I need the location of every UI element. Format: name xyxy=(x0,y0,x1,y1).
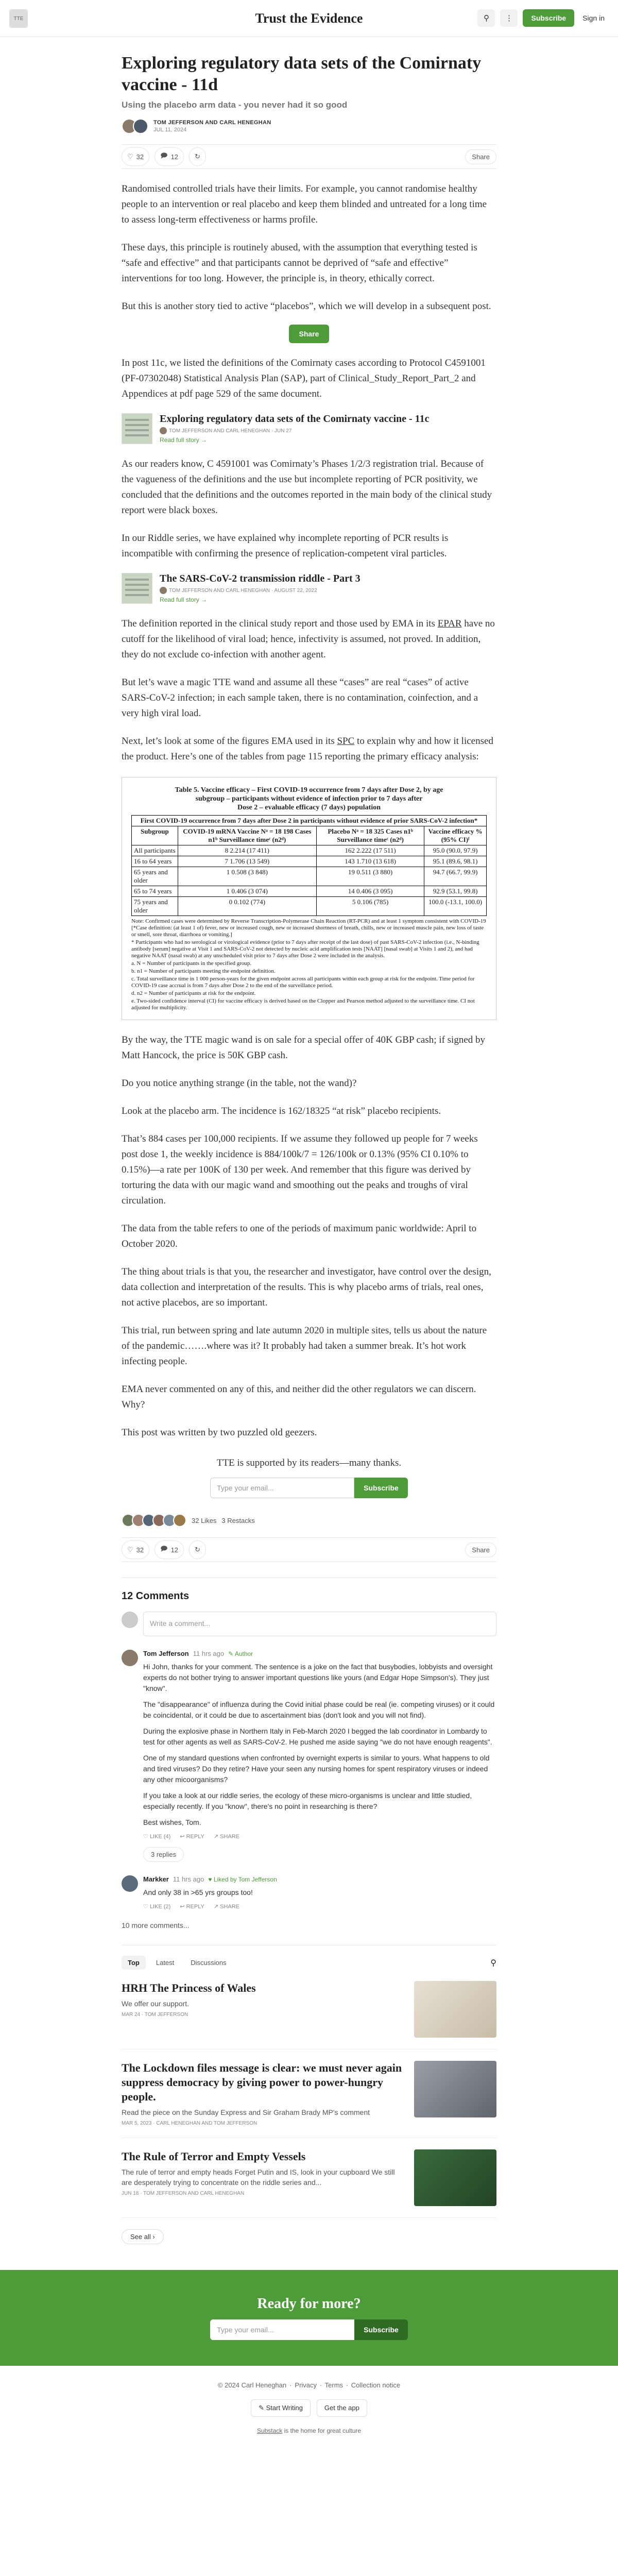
avatar xyxy=(160,587,167,594)
efficacy-table-image[interactable] xyxy=(122,777,496,1020)
table-cell: 1 0.406 (3 074) xyxy=(178,886,316,897)
text-segment: have no cutoff for the likelihood of viral load; hence, infectivity is assumed, not proved. In addition, they do not exclude co-infection with another agent. xyxy=(122,618,495,660)
body-paragraph: But this is another story tied to active “placebos”, which we will develop in a subsequent post. xyxy=(122,301,491,312)
embed-title[interactable]: The SARS-CoV-2 transmission riddle - Part 3 xyxy=(160,573,360,584)
email-input[interactable]: Type your email... xyxy=(210,2319,354,2340)
column-header-efficacy: Vaccine efficacy % (95% CI)ᶠ xyxy=(424,826,487,845)
caption-line: subgroup – participants without evidence of infection prior to 7 days after xyxy=(195,795,423,803)
column-header-placebo: Placebo Nᵃ = 18 325 Cases n1ᵇ Surveillance timeᶜ (n2ᵈ) xyxy=(316,826,424,845)
subscribe-widget xyxy=(122,1456,496,1498)
body-paragraph xyxy=(122,616,496,663)
archive-item-thumbnail[interactable] xyxy=(414,2149,496,2206)
comment-reply-button[interactable] xyxy=(180,1903,204,1910)
table-row xyxy=(132,856,487,867)
heart-icon: ♡ xyxy=(143,1834,148,1840)
table-caption xyxy=(131,786,487,812)
separator: · xyxy=(289,2381,292,2389)
table-cell: 65 years and older xyxy=(132,867,178,886)
liker-avatars[interactable] xyxy=(122,1514,186,1527)
table-row xyxy=(132,867,487,886)
table-cell: 100.0 (-13.1, 100.0) xyxy=(424,897,487,916)
comment-icon: 🗩 xyxy=(160,151,168,159)
comment-like-button[interactable] xyxy=(143,1903,170,1910)
embed-thumbnail xyxy=(122,573,152,604)
page-footer xyxy=(0,2366,618,2455)
spc-link[interactable]: SPC xyxy=(337,736,355,747)
top-navigation-bar xyxy=(0,0,618,37)
embed-meta xyxy=(160,587,360,594)
post-subtitle: Using the placebo arm data - you never had it so good xyxy=(122,100,348,110)
ready-heading: Ready for more? xyxy=(257,2296,361,2312)
embed-meta-text: TOM JEFFERSON AND CARL HENEGHAN · JUN 27 xyxy=(169,428,292,434)
comment-share-button[interactable] xyxy=(214,1833,239,1840)
arrow-right-icon: → xyxy=(201,436,208,444)
archive-section xyxy=(122,1945,496,2244)
efficacy-table xyxy=(131,815,487,916)
table-note: b. n1 = Number of participants meeting the endpoint definition. xyxy=(131,968,276,974)
comment-like-text: LIKE (2) xyxy=(149,1904,171,1910)
heart-icon: ♡ xyxy=(127,1546,133,1553)
comment-paragraph: During the explosive phase in Northern Italy in Feb-March 2020 I begged the lab coordinator in Lombardy to test for other agents as well as SARS-CoV-2. He pushed me aside saying "we do not have enough reagents". xyxy=(143,1727,492,1746)
table-note: a. N = Number of participants in the specified group. xyxy=(131,960,252,967)
replies-toggle[interactable]: 3 replies xyxy=(143,1847,184,1862)
body-paragraph: These days, this principle is routinely abused, with the assumption that everything tested is “safe and effective” and that participants cannot be deprived of “safe and effective” interventions for too long. However, the principle is, in theory, ethically correct. xyxy=(122,242,477,284)
comment-paragraph: Best wishes, Tom. xyxy=(143,1818,201,1826)
body-paragraph: In post 11c, we listed the definitions of the Comirnaty cases according to Protocol C4591001 (PF-07302048) Statistical Analysis Plan (SAP), part of Clinical_Study_Report_Part_2 and Appendices at pdf page 529 of the same document. xyxy=(122,358,486,399)
start-writing-text: Start Writing xyxy=(266,2404,303,2412)
comments-heading: 12 Comments xyxy=(122,1578,496,1602)
table-note: Note: Confirmed cases were determined by Reverse Transcription-Polymerase Chain Reaction (RT-PCR) and at least 1 symptom consistent with COVID-19 [*Case definition: (at least 1 of) fever, new or increased cough, new or increased shortness of breath, chills, new or increased muscle pain, new loss of taste or smell, sore throat, diarrhoea or vomiting.] xyxy=(131,918,486,938)
search-icon[interactable]: ⚲ xyxy=(477,9,495,27)
heart-icon: ♡ xyxy=(127,152,133,160)
substack-link[interactable]: Substack xyxy=(256,2427,283,2434)
comment-time[interactable]: 11 hrs ago xyxy=(193,1650,225,1657)
logo-text: TTE xyxy=(13,15,24,22)
body-paragraph: This post was written by two puzzled old geezers. xyxy=(122,1427,317,1438)
post-content xyxy=(122,53,496,2244)
table-cell: 19 0.511 (3 880) xyxy=(316,867,424,886)
get-app-button[interactable]: Get the app xyxy=(317,2399,367,2417)
terms-link[interactable]: Terms xyxy=(324,2381,344,2389)
table-row xyxy=(132,845,487,856)
body-paragraph: EMA never commented on any of this, and neither did the other regulators we can discern. Why? xyxy=(122,1384,476,1410)
archive-item-thumbnail[interactable] xyxy=(414,2061,496,2117)
table-cell: 1 0.508 (3 848) xyxy=(178,867,316,886)
archive-item-title[interactable]: The Rule of Terror and Empty Vessels xyxy=(122,2150,306,2163)
site-title[interactable]: Trust the Evidence xyxy=(255,10,363,26)
archive-item[interactable] xyxy=(122,1970,496,2049)
comment-text xyxy=(143,1887,496,1898)
caption-line: Table 5. Vaccine efficacy – First COVID-19 occurrence from 7 days after Dose 2, by age xyxy=(175,786,443,794)
table-note: d. n2 = Number of participants at risk for the endpoint. xyxy=(131,990,256,996)
comment-share-text: SHARE xyxy=(220,1834,240,1840)
restacks-count-text[interactable]: 3 Restacks xyxy=(221,1516,255,1524)
like-count: 32 xyxy=(136,152,144,161)
comment-count: 12 xyxy=(170,1546,179,1554)
archive-item-meta: MAR 5, 2023 · CARL HENEGHAN AND TOM JEFFERSON xyxy=(122,2121,258,2126)
body-paragraph: The data from the table refers to one of the periods of maximum panic worldwide: April to October 2020. xyxy=(122,1223,477,1249)
heart-icon: ♡ xyxy=(143,1904,148,1910)
reply-icon: ↩ xyxy=(180,1834,185,1840)
avatar[interactable] xyxy=(173,1514,186,1527)
signin-link[interactable]: Sign in xyxy=(582,14,605,22)
body-paragraph: This trial, run between spring and late autumn 2020 in multiple sites, tells us about the nature of the pandemic…….where was it? It probably had taken a summer break. It’s hot work infecting people. xyxy=(122,1325,487,1367)
table-cell: 75 years and older xyxy=(132,897,178,916)
see-all-text: See all xyxy=(130,2233,151,2241)
comments-section xyxy=(122,1578,496,1929)
archive-item[interactable] xyxy=(122,2138,496,2218)
copyright-text: © 2024 Carl Heneghan xyxy=(217,2381,287,2389)
collection-notice-link[interactable]: Collection notice xyxy=(351,2381,401,2389)
like-button[interactable] xyxy=(122,1540,149,1559)
badge-text: Author xyxy=(234,1650,253,1657)
body-paragraph: As our readers know, C 4591001 was Comirnaty’s Phases 1/2/3 registration trial. Because of the vagueness of the definitions and the use but incomplete reporting of PCR positivity, we concluded that the definitions and the outcomes reported in the main body of the clinical study report were black boxes. xyxy=(122,459,492,516)
embed-title[interactable]: Exploring regulatory data sets of the Comirnaty vaccine - 11c xyxy=(160,413,430,425)
likes-summary xyxy=(122,1514,496,1527)
avatar xyxy=(160,427,167,434)
archive-item-thumbnail[interactable] xyxy=(414,1981,496,2038)
like-button[interactable] xyxy=(122,147,149,166)
body-paragraph: Look at the placebo arm. The incidence is 162/18325 “at risk” placebo recipients. xyxy=(122,1106,441,1116)
avatar[interactable] xyxy=(122,1650,138,1666)
embed-meta-text: TOM JEFFERSON AND CARL HENEGHAN · AUGUST 22, 2022 xyxy=(169,587,317,594)
topbar-actions xyxy=(477,9,608,27)
archive-item-subtitle: The rule of terror and empty heads Forget Putin and IS, look in your cupboard We still are desperately trying to concentrate on the riddle series and... xyxy=(122,2168,395,2187)
ready-for-more-banner xyxy=(0,2270,618,2366)
body-paragraph: In our Riddle series, we have explained why incomplete reporting of PCR results is incompatible with confirming the presence of replication-competent viral particles. xyxy=(122,533,449,559)
text-segment: The definition reported in the clinical study report and those used by EMA in its xyxy=(122,618,438,629)
archive-item-subtitle: We offer our support. xyxy=(122,1999,189,2008)
comment-paragraph: Hi John, thanks for your comment. The sentence is a joke on the fact that busybodies, lobbyists and oversight experts do not bother trying to answer important questions like yours (and Edgar Hope Simpson's). They just "know". xyxy=(143,1663,493,1692)
comment-like-text: LIKE (4) xyxy=(149,1834,171,1840)
comment-button[interactable] xyxy=(154,1540,184,1559)
table-cell: 5 0.106 (785) xyxy=(316,897,424,916)
comment-author[interactable]: Tom Jefferson xyxy=(143,1650,189,1657)
email-subscribe-button[interactable]: Subscribe xyxy=(354,2319,408,2340)
restack-button[interactable] xyxy=(189,147,206,166)
comment-input[interactable]: Write a comment... xyxy=(143,1612,496,1636)
body-paragraph: Do you notice anything strange (in the table, not the wand)? xyxy=(122,1078,357,1089)
table-cell: 92.9 (53.1, 99.8) xyxy=(424,886,487,897)
restack-icon: ↻ xyxy=(195,1546,200,1553)
subscribe-button[interactable]: Subscribe xyxy=(523,9,574,27)
comment-paragraph: And only 38 in >65 yrs groups too! xyxy=(143,1888,253,1896)
comment-share-button[interactable] xyxy=(214,1903,239,1910)
search-icon[interactable]: ⚲ xyxy=(490,1958,496,1968)
comment xyxy=(122,1650,496,1862)
share-post-button[interactable]: Share xyxy=(289,325,330,343)
comment-button[interactable] xyxy=(154,147,184,166)
comment-count: 12 xyxy=(170,152,179,161)
email-input[interactable]: Type your email... xyxy=(210,1478,354,1498)
comment-reply-button[interactable] xyxy=(180,1833,204,1840)
embedded-post[interactable] xyxy=(122,413,496,444)
post-date: JUL 11, 2024 xyxy=(153,127,187,133)
comment-text xyxy=(143,1662,496,1828)
comment-time[interactable]: 11 hrs ago xyxy=(173,1875,204,1883)
chevron-right-icon: › xyxy=(152,2233,155,2241)
archive-tabs xyxy=(122,1945,496,1970)
avatar xyxy=(122,1612,138,1628)
archive-item-title[interactable]: The Lockdown files message is clear: we must never again suppress democracy by giving power to power-hungry people. xyxy=(122,2061,402,2103)
table-cell: 0 0.102 (774) xyxy=(178,897,316,916)
share-button[interactable]: Share xyxy=(465,1543,496,1557)
restack-button[interactable] xyxy=(189,1540,206,1559)
avatar[interactable] xyxy=(122,1875,138,1892)
epar-link[interactable]: EPAR xyxy=(437,618,462,629)
badge-text: Liked by Tom Jefferson xyxy=(213,1875,277,1883)
comment-author[interactable]: Markker xyxy=(143,1875,169,1883)
archive-item-title[interactable]: HRH The Princess of Wales xyxy=(122,1981,256,1994)
archive-item-subtitle: Read the piece on the Sunday Express and Sir Graham Brady MP's comment xyxy=(122,2108,370,2116)
footer-note-text: is the home for great culture xyxy=(282,2427,362,2434)
support-text: TTE is supported by its readers—many thanks. xyxy=(216,1458,402,1468)
like-count: 32 xyxy=(136,1546,144,1554)
embedded-post[interactable] xyxy=(122,573,496,604)
body-paragraph: Randomised controlled trials have their limits. For example, you cannot randomise healthy people to an intervention or real placebo and keep them blinded and untreated for a long time to assess long-term effectiveness or harms profile. xyxy=(122,183,487,225)
text-segment: to explain why and how it licensed the product. Here’s one of the tables from page 115 reporting the primary efficacy analysis: xyxy=(122,736,493,762)
comment-like-button[interactable] xyxy=(143,1833,170,1840)
embed-meta xyxy=(160,427,429,434)
table-note: c. Total surveillance time in 1 000 person-years for the given endpoint across all participants within each group at risk for the endpoint. Time period for COVID-19 case accrual is from 7 days after Dose 2 to the end of the surveillance period. xyxy=(131,976,475,989)
table-cell: 95.1 (89.6, 98.1) xyxy=(424,856,487,867)
post-action-bar xyxy=(122,144,496,169)
archive-item-meta: JUN 18 · TOM JEFFERSON AND CARL HENEGHAN xyxy=(122,2191,245,2196)
restack-icon: ↻ xyxy=(195,152,200,160)
pen-icon: ✎ xyxy=(228,1650,234,1657)
start-writing-button[interactable] xyxy=(251,2399,311,2417)
tab-top[interactable]: Top xyxy=(122,1956,146,1970)
email-subscribe-button[interactable]: Subscribe xyxy=(354,1478,408,1498)
table-cell: 95.0 (90.0, 97.9) xyxy=(424,845,487,856)
read-full-story-link[interactable] xyxy=(160,596,360,603)
caption-line: Dose 2 – evaluable efficacy (7 days) population xyxy=(237,804,381,811)
archive-item[interactable] xyxy=(122,2049,496,2138)
likes-count-text[interactable]: 32 Likes xyxy=(192,1516,217,1524)
comment-paragraph: The "disappearance" of influenza during the Covid initial phase could be real (ie. competing viruses) or it could be coincidental, or it could be due to ascertainment bias (don't look and you will not find). xyxy=(143,1700,495,1719)
comment-paragraph: One of my standard questions when confronted by overnight experts is similar to yours. What happens to old and tired viruses? Do they retire? Have your seen any nursing homes for spent respiratory viruses or indeed any other micoorganisms? xyxy=(143,1754,490,1784)
table-span-header: First COVID-19 occurrence from 7 days after Dose 2 in participants without evidence of prior SARS-CoV-2 infection* xyxy=(132,816,487,826)
body-paragraph: The thing about trials is that you, the researcher and investigator, have control over the design, data collection and interpretation of the results. This is why placebo arms of trials, real ones, not active placebos, are so important. xyxy=(122,1266,491,1308)
share-icon: ↗ xyxy=(213,1904,219,1910)
comment-paragraph: If you take a look at our riddle series, the ecology of these micro-organisms is unclear and little studied, especially recently. If you "know", there's no point in researching is there? xyxy=(143,1791,472,1810)
comment-share-text: SHARE xyxy=(220,1904,240,1910)
table-note: e. Two-sided confidence interval (CI) for vaccine efficacy is derived based on the Clopper and Pearson method adjusted to the surveillance time. CI not adjusted for multiplicity. xyxy=(131,998,475,1011)
column-header-subgroup: Subgroup xyxy=(132,826,178,845)
table-cell: 65 to 74 years xyxy=(132,886,178,897)
arrow-right-icon: → xyxy=(201,596,208,603)
footer-note xyxy=(0,2427,618,2434)
post-title: Exploring regulatory data sets of the Comirnaty vaccine - 11d xyxy=(122,54,482,94)
comment-icon: 🗩 xyxy=(160,1545,168,1552)
embed-thumbnail xyxy=(122,413,152,444)
byline xyxy=(122,118,496,134)
body-paragraph: That’s 884 cases per 100,000 recipients. If we assume they followed up people for 7 weeks post dose 1, the weekly incidence is 884/100k/7 = 126/100k or 0.13% (95% CI 0.10% to 0.15%)—a rate per 100K of 130 per week. And remember that this figure was derived by torturing the data with our magic wand and smoothing out the peaks and troughs of viral circulation. xyxy=(122,1133,478,1206)
text-segment: Next, let’s look at some of the figures EMA used in its xyxy=(122,736,337,747)
share-button[interactable]: Share xyxy=(465,149,496,164)
reply-icon: ↩ xyxy=(180,1904,185,1910)
table-cell: All participants xyxy=(132,845,178,856)
body-paragraph: By the way, the TTE magic wand is on sale for a special offer of 40K GBP cash; if signed by Matt Hancock, the price is 50K GBP cash. xyxy=(122,1035,485,1061)
tab-latest[interactable]: Latest xyxy=(156,1959,175,1967)
table-cell: 8 2.214 (17 411) xyxy=(178,845,316,856)
archive-item-meta: MAR 24 · TOM JEFFERSON xyxy=(122,2012,188,2018)
avatar[interactable] xyxy=(133,118,148,134)
table-cell: 14 0.406 (3 095) xyxy=(316,886,424,897)
byline-authors[interactable]: TOM JEFFERSON AND CARL HENEGHAN xyxy=(153,120,271,126)
share-icon: ↗ xyxy=(213,1834,219,1840)
heart-filled-icon: ♥ xyxy=(208,1875,212,1883)
read-full-story-text: Read full story xyxy=(160,596,199,603)
privacy-link[interactable]: Privacy xyxy=(295,2381,317,2389)
comment-reply-text: REPLY xyxy=(186,1904,204,1910)
comment xyxy=(122,1875,496,1910)
tab-discussions[interactable]: Discussions xyxy=(191,1959,227,1967)
column-header-vaccine: COVID-19 mRNA Vaccine Nᵃ = 18 198 Cases n1ᵇ Surveillance timeᶜ (n2ᵈ) xyxy=(178,826,316,845)
see-all-button[interactable] xyxy=(122,2229,164,2244)
publication-logo[interactable] xyxy=(9,9,28,28)
author-avatars[interactable] xyxy=(122,118,148,134)
liked-by-author-badge xyxy=(208,1876,277,1883)
menu-icon[interactable]: ⋮ xyxy=(500,9,518,27)
more-comments-link[interactable]: 10 more comments... xyxy=(122,1921,190,1929)
author-badge xyxy=(228,1650,253,1657)
separator: ∙ xyxy=(320,2381,322,2389)
body-paragraph: But let’s wave a magic TTE wand and assume all these “cases” are real “cases” of active SARS-CoV-2 infection; in each sample taken, there is no contamination, coinfection, and a very high viral load. xyxy=(122,677,478,719)
body-paragraph xyxy=(122,734,496,765)
table-cell: 143 1.710 (13 618) xyxy=(316,856,424,867)
table-cell: 94.7 (66.7, 99.9) xyxy=(424,867,487,886)
pen-icon: ✎ xyxy=(259,2404,265,2412)
table-row xyxy=(132,897,487,916)
table-row xyxy=(132,886,487,897)
read-full-story-link[interactable] xyxy=(160,436,429,444)
table-note: * Participants who had no serological or virological evidence (prior to 7 days after receipt of the last dose) of past SARS-CoV-2 infection (i.e., N-binding antibody [serum] negative at Visit 1 and SARS-CoV-2 not detected by nucleic acid amplification tests [NAAT] [nasal swab] at Visits 1 and 2), and had negative NAAT (nasal swab) at any unscheduled visit prior to 7 days after Dose 2 were included in the analysis. xyxy=(131,939,479,959)
table-cell: 7 1.706 (13 549) xyxy=(178,856,316,867)
table-cell: 162 2.222 (17 511) xyxy=(316,845,424,856)
bottom-action-bar xyxy=(122,1537,496,1562)
read-full-story-text: Read full story xyxy=(160,436,199,444)
comment-reply-text: REPLY xyxy=(186,1834,204,1840)
table-cell: 16 to 64 years xyxy=(132,856,178,867)
separator: ∙ xyxy=(346,2381,348,2389)
table-notes xyxy=(131,918,487,1011)
